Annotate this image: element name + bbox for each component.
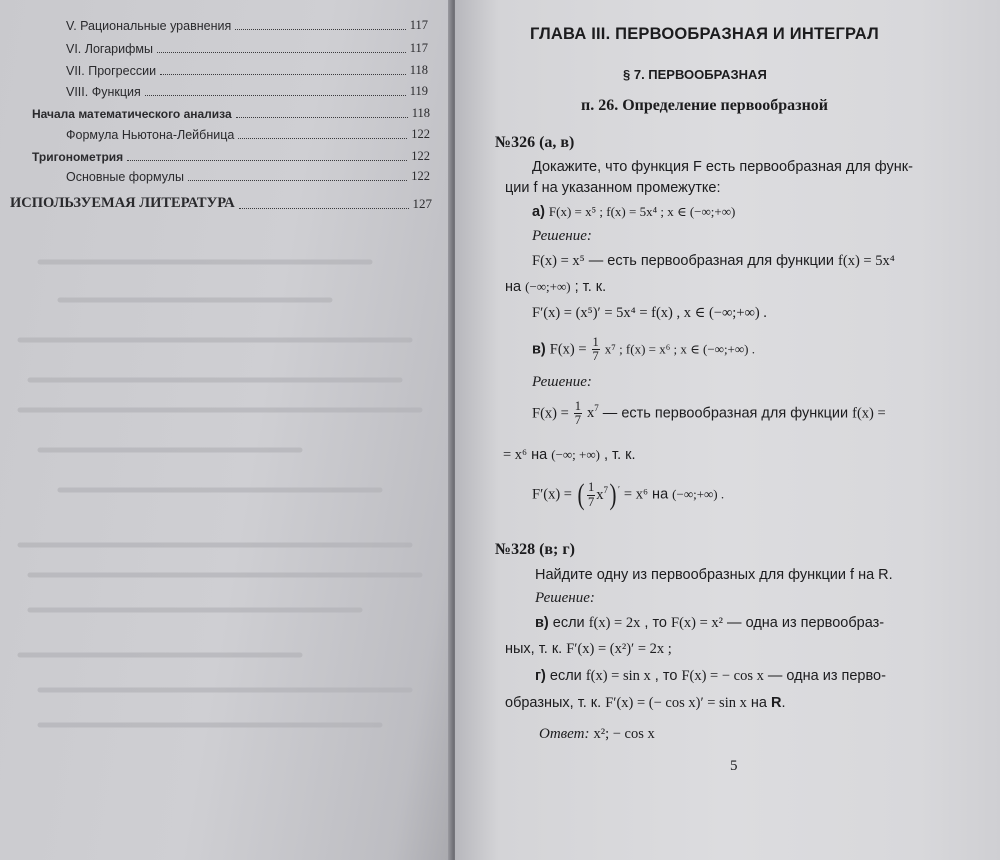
prime-mark: ′ bbox=[617, 484, 620, 495]
solution-label: Решение: bbox=[532, 374, 592, 390]
solution-label: Решение: bbox=[532, 228, 592, 244]
solution-text: — одна из первообраз- bbox=[723, 615, 885, 631]
toc-row-newton-leibniz[interactable] bbox=[66, 127, 430, 142]
toc-leader bbox=[236, 117, 408, 118]
fraction-one-seventh bbox=[587, 481, 595, 508]
fraction-one-seventh bbox=[574, 400, 582, 427]
formula: f(x) = bbox=[852, 405, 886, 422]
toc-row-function[interactable] bbox=[66, 84, 428, 99]
solution-text: , то bbox=[640, 615, 672, 631]
fraction-numerator: 1 bbox=[574, 399, 582, 413]
solution-text: на bbox=[505, 279, 526, 295]
toc-page: 122 bbox=[411, 127, 430, 141]
problem-326v-condition bbox=[532, 336, 755, 363]
problem-328g-line1 bbox=[535, 667, 886, 685]
right-page bbox=[455, 0, 1000, 860]
item-label-v: в) bbox=[532, 341, 546, 358]
section-title: § 7. ПЕРВООБРАЗНАЯ bbox=[623, 67, 767, 82]
toc-row-logarithms[interactable] bbox=[66, 41, 428, 56]
toc-row-rational-equations[interactable] bbox=[66, 18, 428, 33]
toc-leader bbox=[235, 29, 405, 30]
solution-text: ; т. к. bbox=[570, 279, 607, 295]
solution-text: на bbox=[746, 695, 771, 711]
fraction-one-seventh bbox=[592, 336, 600, 363]
problem-326a-condition bbox=[532, 203, 735, 221]
toc-label: Начала математического анализа bbox=[32, 107, 232, 121]
toc-leader bbox=[127, 160, 407, 161]
formula: F(x) = x⁵ bbox=[532, 253, 585, 269]
toc-page: 122 bbox=[411, 149, 430, 163]
formula: F(x) = bbox=[532, 405, 569, 422]
item-label-a: а) bbox=[532, 204, 545, 220]
solution-text: ных, т. к. bbox=[505, 641, 567, 657]
fraction-numerator: 1 bbox=[592, 335, 599, 349]
formula: f(x) = 5x⁴ bbox=[838, 253, 895, 269]
toc-page: 118 bbox=[409, 63, 428, 77]
toc-label: Основные формулы bbox=[66, 170, 184, 184]
problem-328v-line1 bbox=[535, 614, 884, 632]
chapter-title: ГЛАВА III. ПЕРВООБРАЗНАЯ И ИНТЕГРАЛ bbox=[530, 25, 879, 43]
item-label-g: г) bbox=[535, 668, 546, 684]
subsection-title: п. 26. Определение первообразной bbox=[581, 97, 828, 114]
formula: F(x) = x² bbox=[671, 615, 724, 631]
problem-326v-solution-line1 bbox=[532, 400, 886, 427]
formula: x⁷ ; f(x) = x⁶ ; x ∈ (−∞;+∞) . bbox=[604, 341, 755, 357]
fraction-denominator: 7 bbox=[587, 494, 595, 509]
toc-row-calculus[interactable] bbox=[32, 106, 430, 121]
toc-leader bbox=[238, 138, 407, 139]
problem-326v-solution-line2 bbox=[503, 446, 636, 464]
paren-open: ( bbox=[577, 478, 585, 511]
solution-text: — есть первообразная для функции bbox=[584, 253, 839, 269]
interval: (−∞;+∞) . bbox=[672, 486, 725, 502]
solution-text: на bbox=[648, 486, 673, 503]
interval: (−∞;+∞) bbox=[525, 279, 571, 294]
problem-326-task-line1: Докажите, что функция F есть первообразная для функ- bbox=[532, 159, 913, 175]
toc-leader bbox=[239, 208, 409, 209]
page-number: 5 bbox=[730, 758, 738, 774]
formula: = x⁶ bbox=[503, 447, 528, 463]
toc-label: ИСПОЛЬЗУЕМАЯ ЛИТЕРАТУРА bbox=[10, 195, 235, 211]
toc-page: 127 bbox=[412, 196, 432, 211]
problem-326-task-line2: ции f на указанном промежутке: bbox=[505, 180, 721, 196]
solution-text: на bbox=[527, 447, 552, 463]
toc-label: V. Рациональные уравнения bbox=[66, 19, 232, 33]
solution-text: , т. к. bbox=[599, 447, 636, 463]
toc-page: 117 bbox=[409, 41, 428, 55]
formula: F′(x) = (− cos x)′ = sin x bbox=[605, 695, 747, 711]
formula: f(x) = sin x bbox=[585, 668, 651, 684]
problem-328-task: Найдите одну из первообразных для функции f на R. bbox=[535, 567, 893, 583]
answer-label: Ответ: bbox=[539, 726, 590, 742]
formula: $x^7$ bbox=[596, 484, 608, 503]
toc-leader bbox=[188, 180, 407, 181]
toc-leader bbox=[160, 74, 406, 75]
toc-page: 118 bbox=[411, 106, 430, 120]
solution-text: образных, т. к. bbox=[505, 695, 606, 711]
interval: (−∞; +∞) bbox=[551, 447, 600, 462]
toc-row-trigonometry[interactable] bbox=[32, 149, 430, 164]
toc-leader bbox=[145, 95, 406, 96]
solution-label: Решение: bbox=[535, 590, 595, 606]
formula: F′(x) = (x²)′ = 2x ; bbox=[566, 641, 672, 657]
fraction-denominator: 7 bbox=[592, 349, 599, 364]
problem-326-title: №326 (а, в) bbox=[495, 134, 575, 151]
formula: = x⁶ bbox=[623, 486, 649, 503]
toc-label: Тригонометрия bbox=[32, 150, 124, 164]
problem-328g-line2 bbox=[505, 694, 786, 712]
toc-label: VI. Логарифмы bbox=[66, 42, 153, 56]
toc-page: 117 bbox=[409, 18, 428, 32]
toc-page: 119 bbox=[409, 84, 428, 98]
toc-row-references[interactable] bbox=[10, 195, 432, 212]
formula: f(x) = 2x bbox=[588, 615, 641, 631]
item-label-v: в) bbox=[535, 615, 549, 631]
formula: $x^7$ bbox=[587, 403, 599, 422]
solution-text: если bbox=[548, 615, 589, 631]
toc-row-progressions[interactable] bbox=[66, 63, 428, 78]
toc-leader bbox=[157, 52, 406, 53]
fraction-numerator: 1 bbox=[587, 480, 595, 495]
solution-text: — есть первообразная для функции bbox=[598, 405, 853, 422]
toc-label: Формула Ньютона-Лейбница bbox=[66, 128, 235, 142]
answer-value: x²; − cos x bbox=[593, 726, 655, 742]
problem-326a-solution-line2 bbox=[505, 278, 606, 296]
problem-328-answer bbox=[539, 725, 655, 743]
formula: F′(x) = bbox=[532, 486, 572, 503]
solution-text: — одна из перво- bbox=[763, 668, 886, 684]
toc-label: VII. Прогрессии bbox=[66, 64, 157, 78]
problem-328-title: №328 (в; г) bbox=[495, 541, 575, 558]
toc-row-basic-formulas[interactable] bbox=[66, 169, 430, 184]
problem-326a-derivative: F′(x) = (x⁵)′ = 5x⁴ = f(x) , x ∈ (−∞;+∞) . bbox=[532, 305, 767, 321]
formula: F(x) = − cos x bbox=[681, 668, 764, 684]
condition-math: F(x) = x⁵ ; f(x) = 5x⁴ ; x ∈ (−∞;+∞) bbox=[548, 204, 736, 219]
real-numbers-symbol: R bbox=[771, 695, 782, 711]
fraction-denominator: 7 bbox=[574, 413, 582, 428]
problem-328v-line2 bbox=[505, 640, 672, 658]
problem-326v-derivative bbox=[532, 480, 724, 510]
paren-close: ) bbox=[609, 478, 617, 511]
solution-text: если bbox=[545, 668, 586, 684]
toc-page: 122 bbox=[411, 169, 430, 183]
problem-326a-solution-line1 bbox=[532, 252, 895, 270]
left-page bbox=[0, 0, 452, 860]
toc-label: VIII. Функция bbox=[66, 85, 141, 99]
solution-text: . bbox=[781, 695, 786, 711]
formula: F(x) = bbox=[549, 341, 587, 358]
solution-text: , то bbox=[650, 668, 682, 684]
